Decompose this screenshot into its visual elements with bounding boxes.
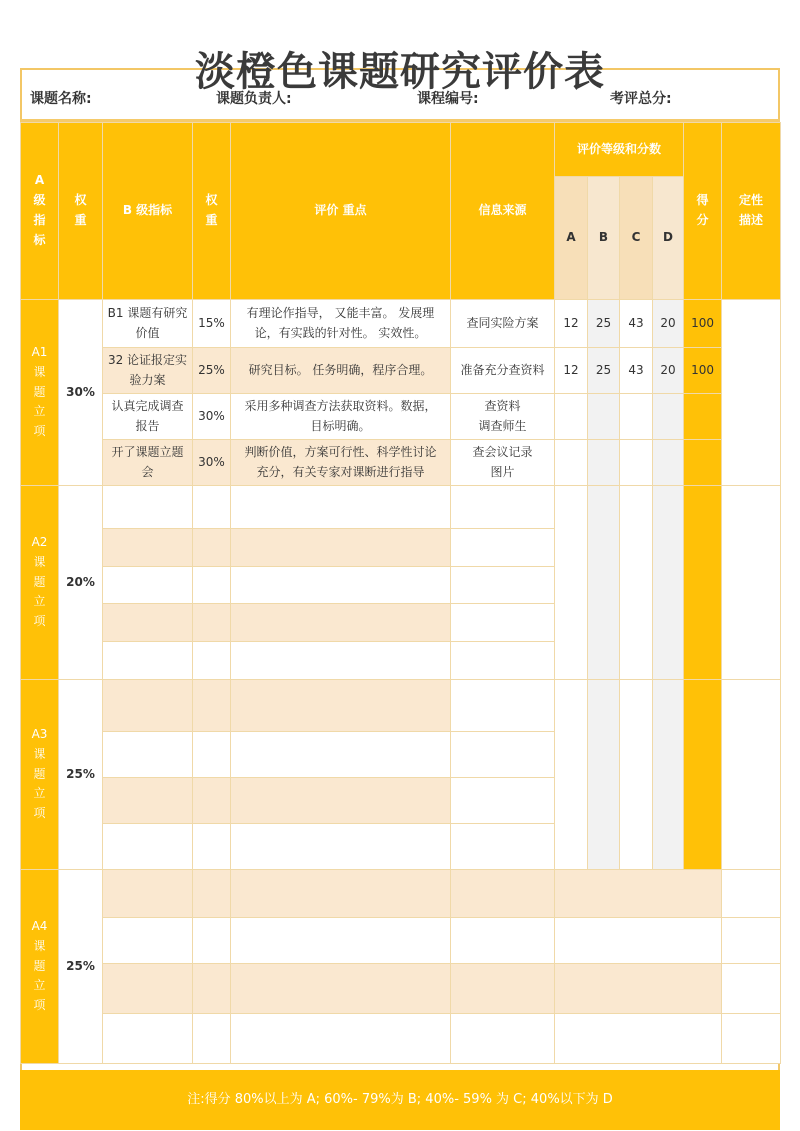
source-text: 查资料 调查师生	[451, 394, 555, 440]
grade-a-value: 12	[555, 300, 588, 348]
table-row	[21, 486, 781, 529]
focus-text: 判断价值，方案可行性、科学性讨论 充分，有关专家对课断进行指导	[231, 440, 451, 486]
grade-d-value	[653, 440, 684, 486]
grade-a-column	[555, 680, 588, 870]
b-weight: 30%	[193, 440, 231, 486]
grade-c-value: 43	[620, 348, 653, 394]
table-row	[21, 348, 781, 394]
a1-weight: 30%	[59, 300, 103, 486]
grade-a-value: 12	[555, 348, 588, 394]
focus-text: 研究目标。 任务明确，程序合理。	[231, 348, 451, 394]
grade-c-value	[620, 440, 653, 486]
description-cell	[722, 486, 781, 680]
a4-weight: 25%	[59, 870, 103, 1064]
b-indicator: 开了课题立题 会	[103, 440, 193, 486]
a3-weight: 25%	[59, 680, 103, 870]
source-text: 准备充分查资料	[451, 348, 555, 394]
evaluation-table	[20, 122, 781, 1064]
b-weight: 25%	[193, 348, 231, 394]
score-value: 100	[684, 300, 722, 348]
grade-d-value	[653, 394, 684, 440]
table-row	[21, 680, 781, 732]
header-grade-b: B	[588, 177, 620, 300]
grade-a-value	[555, 440, 588, 486]
grade-b-value: 25	[588, 348, 620, 394]
header-b-level: B 级指标	[103, 123, 193, 300]
score-value	[684, 440, 722, 486]
b-indicator: 32 论证报定实 验力案	[103, 348, 193, 394]
header-a-level: A 级 指 标	[21, 123, 59, 300]
header-grade-c: C	[620, 177, 653, 300]
table-row	[21, 440, 781, 486]
topic-name-label: 课题名称:	[30, 91, 92, 107]
header-source: 信息来源	[451, 123, 555, 300]
score-column	[684, 486, 722, 680]
grade-b-column	[588, 486, 620, 680]
grade-b-value	[588, 440, 620, 486]
grade-d-value: 20	[653, 300, 684, 348]
header-grade-group: 评价等级和分数	[555, 123, 684, 177]
total-score-label: 考评总分:	[610, 91, 672, 107]
a4-label: A4 课 题 立 项	[21, 870, 59, 1064]
header-focus: 评价 重点	[231, 123, 451, 300]
table-row	[21, 394, 781, 440]
grade-d-value: 20	[653, 348, 684, 394]
grade-c-value: 43	[620, 300, 653, 348]
source-text: 查同实险方案	[451, 300, 555, 348]
a1-label: A1 课 题 立 项	[21, 300, 59, 486]
score-value: 100	[684, 348, 722, 394]
a2-label: A2 课 题 立 项	[21, 486, 59, 680]
source-text: 查会议记录 图片	[451, 440, 555, 486]
focus-text: 采用多种调查方法获取资料。数据， 目标明确。	[231, 394, 451, 440]
b-indicator: B1 课题有研究 价值	[103, 300, 193, 348]
a2-weight: 20%	[59, 486, 103, 680]
table-row	[21, 300, 781, 348]
a3-label: A3 课 题 立 项	[21, 680, 59, 870]
b-weight: 30%	[193, 394, 231, 440]
header-score: 得 分	[684, 123, 722, 300]
header-weight-2: 权 重	[193, 123, 231, 300]
grade-a-column	[555, 486, 588, 680]
score-column	[684, 680, 722, 870]
header-grade-d: D	[653, 177, 684, 300]
header-weight: 权 重	[59, 123, 103, 300]
description-cell	[722, 680, 781, 870]
table-row	[21, 870, 781, 918]
grade-c-column	[620, 486, 653, 680]
topic-leader-label: 课题负责人:	[216, 91, 292, 107]
description-cell	[722, 300, 781, 486]
focus-text: 有理论作指导， 又能丰富。 发展理 论，有实践的针对性。 实效性。	[231, 300, 451, 348]
grade-d-column	[653, 680, 684, 870]
grade-d-column	[653, 486, 684, 680]
b-weight: 15%	[193, 300, 231, 348]
course-code-label: 课程编号:	[417, 91, 479, 107]
grade-b-column	[588, 680, 620, 870]
footer-note: 注:得分 80%以上为 A; 60%- 79%为 B; 40%- 59% 为 C; 40%以下为 D	[20, 1070, 780, 1130]
b-indicator: 认真完成调查 报告	[103, 394, 193, 440]
header-description: 定性 描述	[722, 123, 781, 300]
grade-b-value	[588, 394, 620, 440]
grade-c-column	[620, 680, 653, 870]
header-grade-a: A	[555, 177, 588, 300]
grade-b-value: 25	[588, 300, 620, 348]
page-title: 淡橙色课题研究评价表	[195, 49, 605, 95]
grade-c-value	[620, 394, 653, 440]
grade-a-value	[555, 394, 588, 440]
score-value	[684, 394, 722, 440]
